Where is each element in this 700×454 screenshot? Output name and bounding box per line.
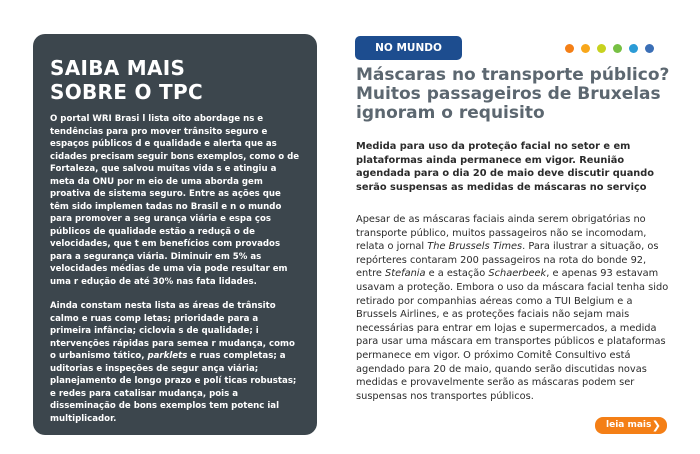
tpc-paragraph-1: O portal WRI Brasi l lista oito abordage ns e tendências para pro mover trânsito seguro e espaços públicos d e qualidade e alerta que as cidades precisam seguir bons exemplos, como o de Fortaleza, que salvou muitas vida s e atingiu a meta da ONU por m eio de uma aborda gem proativa de sistema seguro. Entre as ações que têm sido implemen tadas no Brasil e n o mundo para promover a seg urança viária e espa ços públicos de qualidade estão a reduçã o de velocidades, que t em benefícios com provados para a segurança viária. Diminuir em 5% as velocidades médias de uma via pode resultar em uma r edução de até 30% nas fata lidades.	[50, 114, 300, 287]
tpc-info-panel	[33, 34, 317, 435]
section-tag: NO MUNDO	[355, 36, 462, 60]
tpc-paragraph-2	[50, 300, 301, 425]
chevron-right-icon: ❯	[651, 419, 661, 432]
color-dots	[565, 44, 654, 54]
body-text-3: e a estação	[425, 268, 489, 280]
tpc-p2-italic: parklets	[147, 351, 188, 361]
read-more-label: leia mais	[606, 420, 652, 430]
dot-3	[597, 44, 606, 53]
tpc-p2-text-b: e ruas completas; a uditorias e inspeções de segur ança viária; planejamento de longo prazo e polí ticas robustas; e redes para catalisar mudança, pois a disseminação de bons exemplos tem potenc ial multiplicador.	[50, 351, 297, 424]
article-body	[356, 213, 674, 403]
tpc-title-line2: SOBRE O TPC	[50, 80, 203, 104]
body-italic-2: Stefania	[385, 268, 426, 280]
dot-1	[565, 44, 574, 53]
body-text-2: . Para ilustrar a situação, os repórteres contaram 200 passageiros na rota do bonde 92, entre	[356, 241, 659, 280]
body-italic-1: The Brussels Times	[427, 241, 523, 253]
tpc-p2-text-a: Ainda constam nesta lista as áreas de trânsito calmo e ruas comp letas; prioridade para a primeira infância; ciclovia s de qualidade; i ntervenções rápidas para semea r mudança, como o urbanismo tático,	[50, 301, 295, 361]
body-text-4: , e apenas 93 estavam usavam a proteção. Embora o uso da máscara facial tenha sido retirado por companhias aéreas como a TUI Belgium e a Brussels Airlines, e as proteções faciais não sejam mais necessárias para entrar em lojas e supermercados, a medida para usar uma máscara em transportes públicos e plataformas permanece em vigor. O próximo Comitê Consultivo está agendado para 20 de maio, quando serão discutidas novas medidas e provavelmente serão as máscaras podem ser suspensas nos transportes públicos.	[356, 268, 669, 402]
tpc-panel-title	[50, 56, 301, 104]
body-italic-3: Schaerbeek	[488, 268, 547, 280]
body-text-1: Apesar de as máscaras faciais ainda serem obrigatórias no transporte público, muitos passageiros não se incomodam, relata o jornal	[356, 214, 647, 253]
dot-2	[581, 44, 590, 53]
article-title: Máscaras no transporte público? Muitos passageiros de Bruxelas ignoram o requisito	[356, 65, 670, 123]
article-lead: Medida para uso da proteção facial no setor e em plataformas ainda permanece em vigor. Reunião agendada para o dia 20 de maio deve discutir quando serão suspensas as medidas de máscaras no serviço	[356, 141, 655, 193]
dot-4	[613, 44, 622, 53]
read-more-button[interactable]	[595, 417, 667, 434]
dot-6	[645, 44, 654, 53]
tpc-title-line1: SAIBA MAIS	[50, 56, 186, 80]
dot-5	[629, 44, 638, 53]
